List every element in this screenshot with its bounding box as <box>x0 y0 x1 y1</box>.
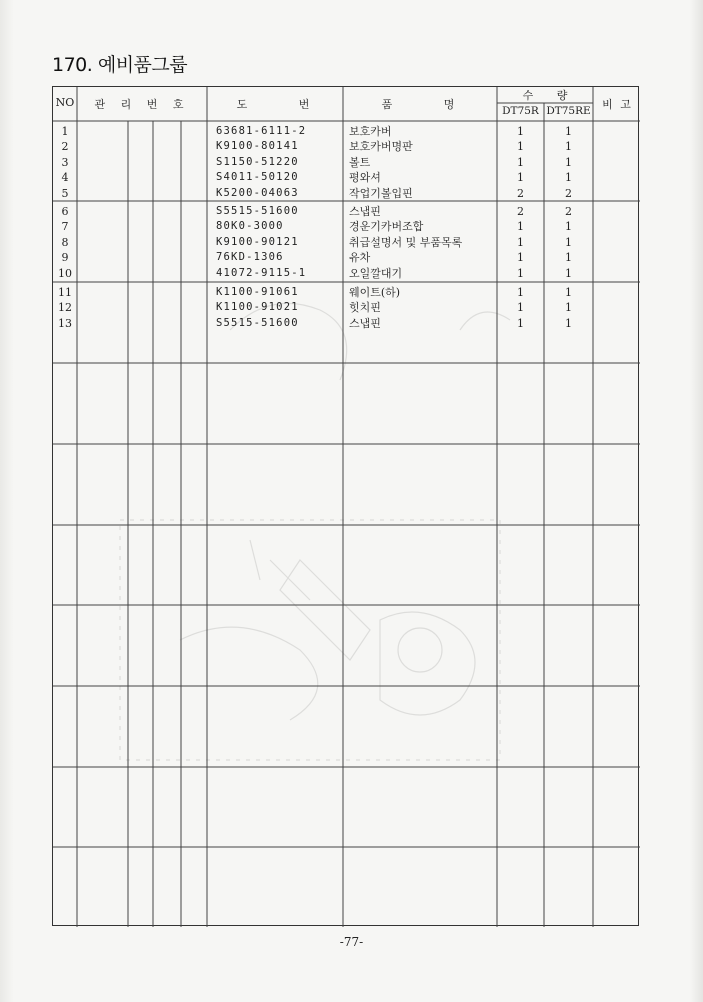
part-name: 취급설명서 및 부품목록 <box>349 235 463 249</box>
row-number: 12 <box>58 301 72 315</box>
page-number: -77- <box>339 935 364 949</box>
row-number: 3 <box>61 155 69 169</box>
row-number: 7 <box>61 220 69 234</box>
quantity-dt75r: 1 <box>517 140 524 154</box>
row-number: 6 <box>61 205 69 218</box>
quantity-dt75re: 1 <box>565 140 572 154</box>
part-name: 보호카버명판 <box>349 140 413 154</box>
part-name: 유차 <box>349 251 371 265</box>
quantity-dt75re: 1 <box>565 251 572 265</box>
quantity-dt75r: 1 <box>517 316 524 330</box>
quantity-dt75r: 1 <box>517 251 524 265</box>
quantity-dt75re: 2 <box>565 186 572 200</box>
header-control-number: 관 리 번 호 <box>94 98 190 111</box>
row-number: 9 <box>61 251 69 265</box>
quantity-dt75r: 1 <box>517 171 524 185</box>
quantity-dt75re: 1 <box>565 316 572 330</box>
part-name: 스냅핀 <box>349 316 381 330</box>
drawing-number: K9100-80141 <box>216 140 299 153</box>
show-through-title <box>637 55 643 75</box>
part-name: 작업기볼입핀 <box>349 186 413 200</box>
part-name: 오일깔대기 <box>349 266 403 280</box>
row-number: 13 <box>58 316 72 330</box>
page-title: 170. 예비품그룹 <box>52 54 188 76</box>
part-name: 힛치핀 <box>349 301 381 315</box>
quantity-dt75re: 1 <box>565 286 572 299</box>
quantity-dt75r: 1 <box>517 235 524 249</box>
row-number: 10 <box>58 266 72 280</box>
quantity-dt75re: 1 <box>565 155 572 169</box>
part-name: 평와셔 <box>349 171 381 185</box>
quantity-dt75re: 2 <box>565 205 572 218</box>
header-part-name: 품 명 <box>381 98 459 111</box>
drawing-number: S5515-51600 <box>216 316 299 329</box>
header-model-dt75r: DT75R <box>502 105 539 117</box>
part-name: 웨이트(하) <box>349 286 401 299</box>
header-quantity: 수 량 <box>522 89 568 102</box>
header-remarks: 비 고 <box>602 98 631 111</box>
row-number: 11 <box>58 286 72 299</box>
drawing-number: 80K0-3000 <box>216 220 284 233</box>
drawing-number: K9100-90121 <box>216 235 299 248</box>
quantity-dt75r: 1 <box>517 125 524 138</box>
row-number: 5 <box>61 186 69 200</box>
drawing-number: S1150-51220 <box>216 155 299 168</box>
quantity-dt75r: 2 <box>517 205 524 218</box>
part-name: 보호카버 <box>349 125 392 138</box>
header-model-dt75re: DT75RE <box>546 105 591 117</box>
row-number: 2 <box>61 140 69 154</box>
drawing-number: K1100-91061 <box>216 286 299 298</box>
quantity-dt75re: 1 <box>565 301 572 315</box>
header-no: NO <box>55 96 75 109</box>
quantity-dt75re: 1 <box>565 266 572 280</box>
drawing-number: S5515-51600 <box>216 205 299 217</box>
quantity-dt75r: 1 <box>517 286 524 299</box>
part-name: 경운기카버조합 <box>349 220 424 234</box>
drawing-number: K5200-04063 <box>216 186 299 199</box>
quantity-dt75r: 1 <box>517 155 524 169</box>
quantity-dt75r: 1 <box>517 301 524 315</box>
part-name: 스냅핀 <box>349 205 381 218</box>
parts-table <box>52 86 639 926</box>
quantity-dt75r: 1 <box>517 220 524 234</box>
part-name: 볼트 <box>349 155 371 169</box>
drawing-number: 63681-6111-2 <box>216 125 307 137</box>
drawing-number: 76KD-1306 <box>216 251 284 264</box>
drawing-number: S4011-50120 <box>216 171 299 184</box>
quantity-dt75r: 2 <box>517 186 524 200</box>
quantity-dt75r: 1 <box>517 266 524 280</box>
quantity-dt75re: 1 <box>565 220 572 234</box>
quantity-dt75re: 1 <box>565 235 572 249</box>
header-drawing-number: 도 번 <box>236 98 314 111</box>
drawing-number: K1100-91021 <box>216 301 299 314</box>
drawing-number: 41072-9115-1 <box>216 266 307 279</box>
row-number: 4 <box>61 171 69 185</box>
row-number: 8 <box>61 235 69 249</box>
row-number: 1 <box>61 125 69 138</box>
quantity-dt75re: 1 <box>565 125 572 138</box>
quantity-dt75re: 1 <box>565 171 572 185</box>
